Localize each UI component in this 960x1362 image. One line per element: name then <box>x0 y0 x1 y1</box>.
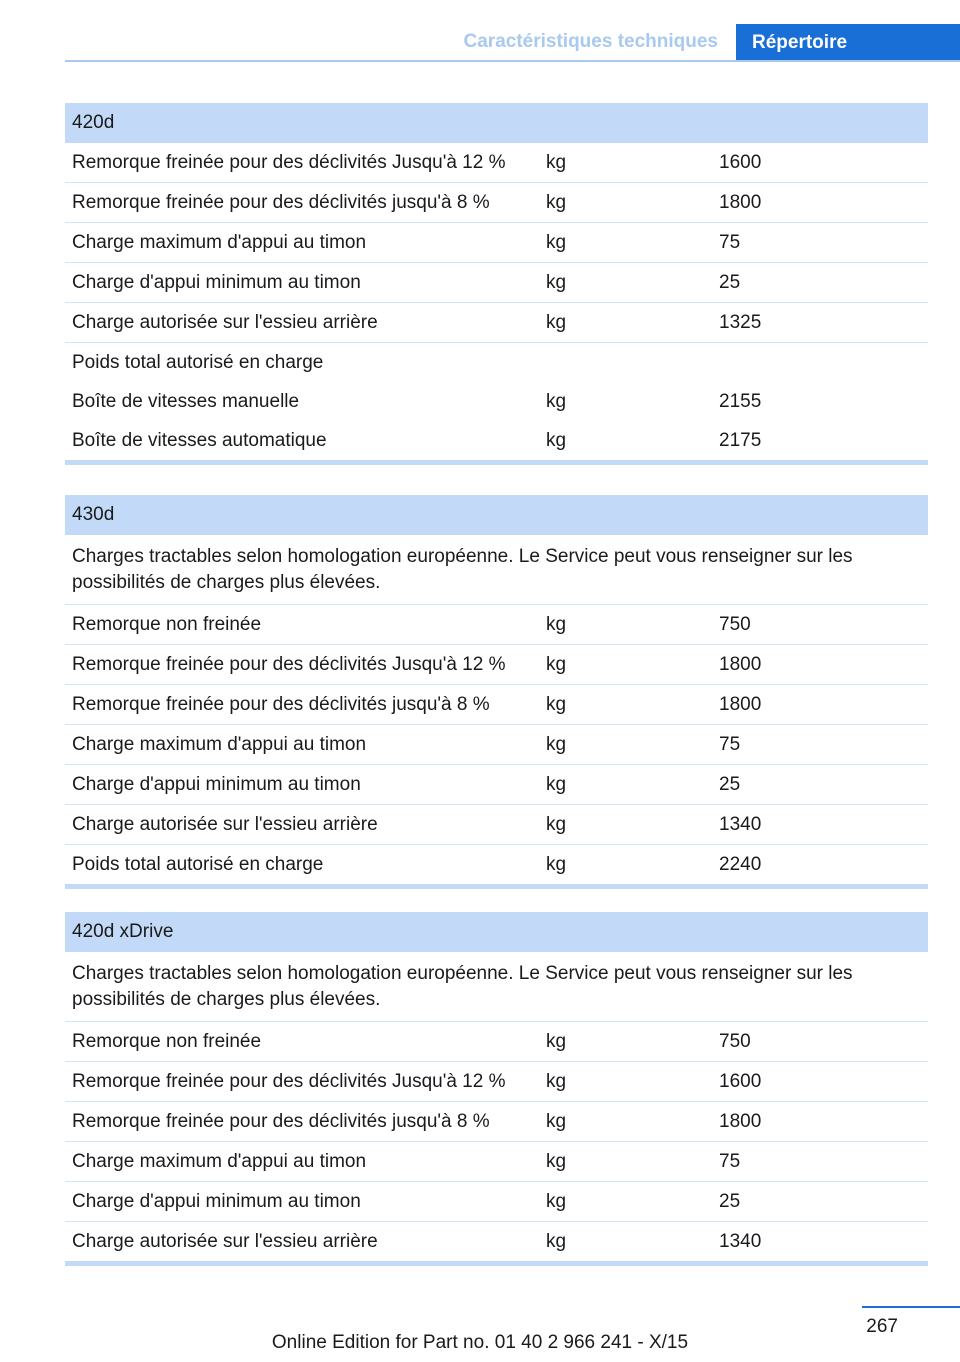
row-label: Charge maximum d'appui au timon <box>72 734 367 755</box>
table-title: 420d xDrive <box>65 912 928 952</box>
page-header <box>65 24 960 62</box>
row-unit: kg <box>546 430 567 451</box>
table-row <box>65 725 928 765</box>
row-unit: kg <box>546 854 567 875</box>
row-unit: kg <box>546 1071 567 1092</box>
table-row <box>65 263 928 303</box>
row-value: 75 <box>719 232 741 253</box>
row-label: Charge autorisée sur l'essieu arrière <box>72 1231 378 1252</box>
row-value: 2155 <box>719 391 762 412</box>
row-unit: kg <box>546 1031 567 1052</box>
table-row <box>65 382 928 421</box>
row-value: 1800 <box>719 1111 762 1132</box>
row-label: Remorque freinée pour des déclivités Jusqu'à 12 % <box>72 654 506 675</box>
row-label: Remorque freinée pour des déclivités jusqu'à 8 % <box>72 1111 490 1132</box>
row-label: Poids total autorisé en charge <box>72 352 324 373</box>
table-row <box>65 1182 928 1222</box>
row-unit: kg <box>546 614 567 635</box>
table-bottom-rule <box>65 884 928 889</box>
table-row <box>65 343 928 382</box>
row-label: Remorque freinée pour des déclivités jusqu'à 8 % <box>72 694 490 715</box>
spec-table-430d <box>65 495 928 889</box>
spec-table-420d-xdrive <box>65 912 928 1266</box>
row-value: 1800 <box>719 654 762 675</box>
table-row <box>65 303 928 343</box>
table-title: 430d <box>65 495 928 535</box>
row-label: Charge d'appui minimum au timon <box>72 1191 361 1212</box>
header-divider <box>65 60 960 62</box>
row-label: Remorque non freinée <box>72 1031 262 1052</box>
row-unit: kg <box>546 272 567 293</box>
row-unit: kg <box>546 391 567 412</box>
row-unit: kg <box>546 694 567 715</box>
row-unit: kg <box>546 734 567 755</box>
row-value: 1800 <box>719 694 762 715</box>
row-label: Remorque freinée pour des déclivités Jusqu'à 12 % <box>72 1071 506 1092</box>
table-row <box>65 183 928 223</box>
row-value: 1340 <box>719 814 762 835</box>
table-note: Charges tractables selon homologation européenne. Le Service peut vous renseigner sur les possibilités de charges plus élevées. <box>65 535 928 605</box>
row-label: Poids total autorisé en charge <box>72 854 324 875</box>
row-unit: kg <box>546 814 567 835</box>
row-value: 75 <box>719 1151 741 1172</box>
active-section-tab[interactable]: Répertoire <box>736 24 960 62</box>
row-unit: kg <box>546 312 567 333</box>
table-row <box>65 605 928 645</box>
row-value: 25 <box>719 272 741 293</box>
row-label: Charge d'appui minimum au timon <box>72 774 361 795</box>
row-unit: kg <box>546 152 567 173</box>
row-value: 750 <box>719 1031 751 1052</box>
page-number: 267 <box>866 1316 898 1337</box>
row-unit: kg <box>546 232 567 253</box>
row-value: 25 <box>719 1191 741 1212</box>
page-number-rule <box>862 1306 960 1308</box>
edition-footer: Online Edition for Part no. 01 40 2 966 241 - X/15 <box>271 1332 689 1353</box>
row-value: 2175 <box>719 430 762 451</box>
table-row <box>65 143 928 183</box>
row-unit: kg <box>546 1191 567 1212</box>
row-label: Charge maximum d'appui au timon <box>72 232 367 253</box>
spec-table-420d <box>65 103 928 465</box>
row-value: 25 <box>719 774 741 795</box>
table-row <box>65 421 928 460</box>
table-note: Charges tractables selon homologation européenne. Le Service peut vous renseigner sur les possibilités de charges plus élevées. <box>65 952 928 1022</box>
row-unit: kg <box>546 654 567 675</box>
table-row <box>65 1102 928 1142</box>
row-label: Remorque non freinée <box>72 614 262 635</box>
row-value <box>712 343 928 382</box>
row-value: 750 <box>719 614 751 635</box>
table-bottom-rule <box>65 460 928 465</box>
row-unit: kg <box>546 1111 567 1132</box>
row-unit: kg <box>546 192 567 213</box>
row-unit: kg <box>546 1151 567 1172</box>
row-label: Remorque freinée pour des déclivités jusqu'à 8 % <box>72 192 490 213</box>
row-value: 75 <box>719 734 741 755</box>
row-unit <box>539 343 712 382</box>
table-row <box>65 765 928 805</box>
table-row <box>65 685 928 725</box>
row-unit: kg <box>546 1231 567 1252</box>
row-label: Boîte de vitesses automatique <box>72 430 327 451</box>
row-label: Charge autorisée sur l'essieu arrière <box>72 312 378 333</box>
row-value: 1340 <box>719 1231 762 1252</box>
row-value: 1325 <box>719 312 762 333</box>
row-value: 1600 <box>719 1071 762 1092</box>
table-title: 420d <box>65 103 928 143</box>
row-label: Boîte de vitesses manuelle <box>72 391 300 412</box>
table-bottom-rule <box>65 1261 928 1266</box>
row-label: Charge d'appui minimum au timon <box>72 272 361 293</box>
table-row <box>65 1022 928 1062</box>
chapter-tab[interactable]: Caractéristiques techniques <box>463 31 718 52</box>
row-unit: kg <box>546 774 567 795</box>
row-value: 2240 <box>719 854 762 875</box>
row-value: 1600 <box>719 152 762 173</box>
row-label: Charge autorisée sur l'essieu arrière <box>72 814 378 835</box>
row-label: Charge maximum d'appui au timon <box>72 1151 367 1172</box>
table-row <box>65 645 928 685</box>
table-row <box>65 223 928 263</box>
table-row <box>65 1222 928 1261</box>
table-row <box>65 805 928 845</box>
row-value: 1800 <box>719 192 762 213</box>
table-row <box>65 1062 928 1102</box>
table-row <box>65 845 928 884</box>
row-label: Remorque freinée pour des déclivités Jusqu'à 12 % <box>72 152 506 173</box>
table-row <box>65 1142 928 1182</box>
